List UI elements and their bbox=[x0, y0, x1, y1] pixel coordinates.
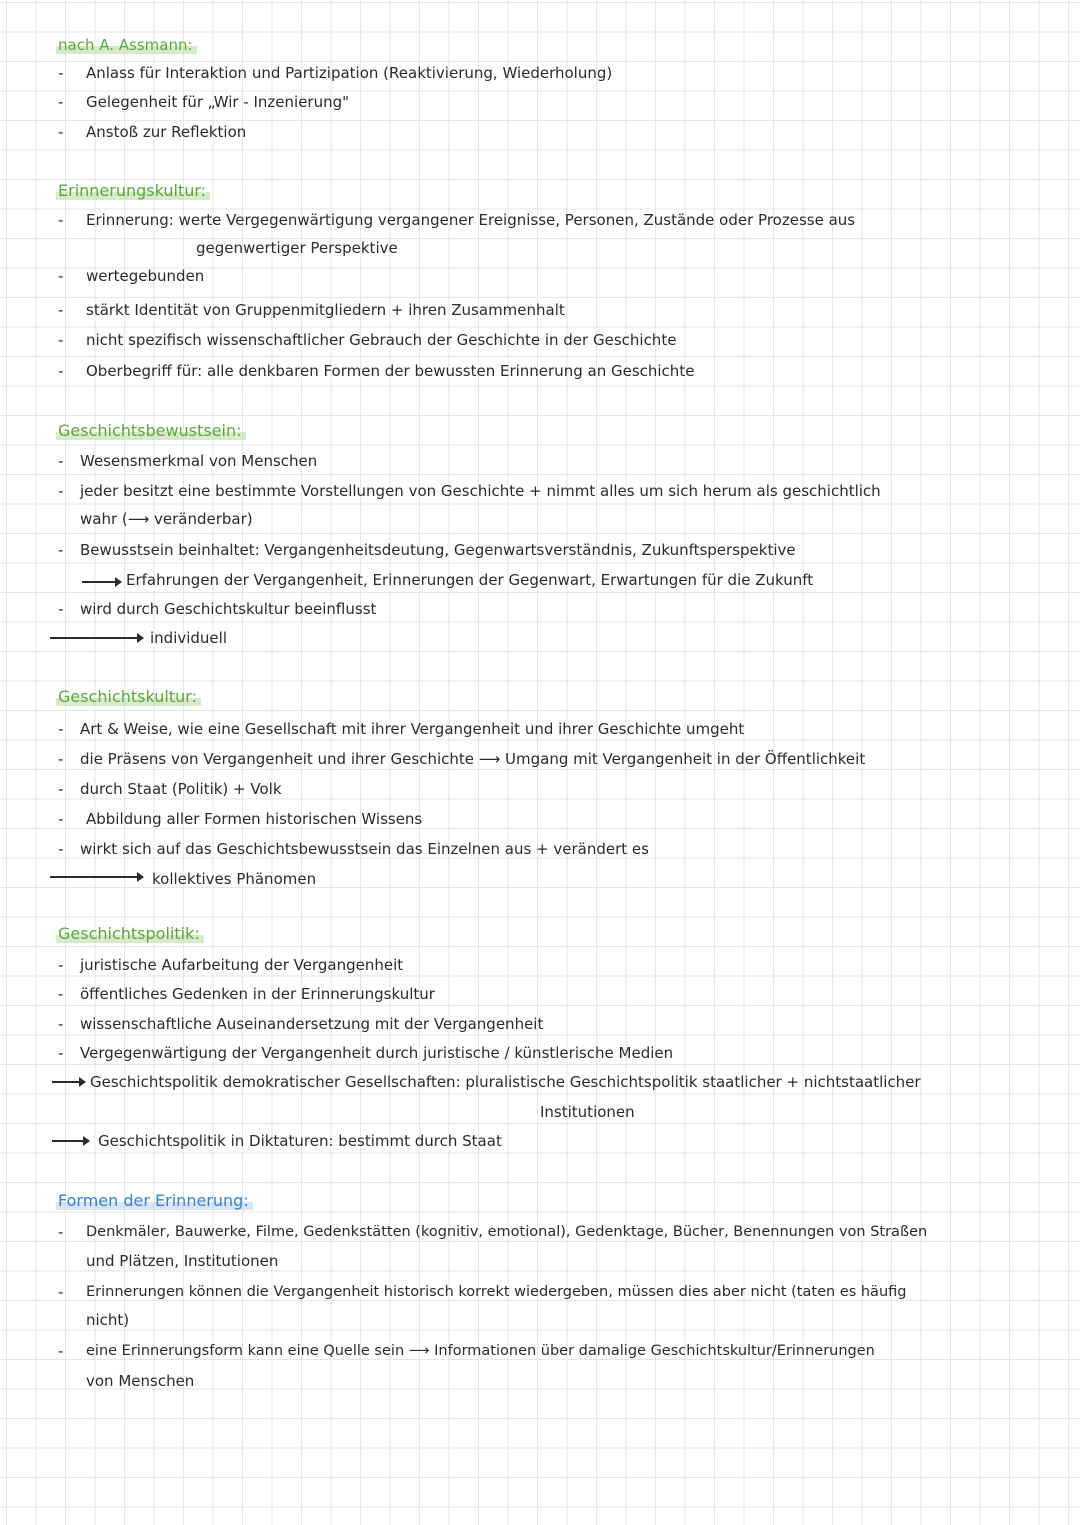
bullet-dash: - bbox=[58, 541, 64, 559]
arrow-icon bbox=[52, 1081, 84, 1083]
bullet-dash: - bbox=[58, 956, 64, 974]
bullet-dash: - bbox=[58, 64, 64, 82]
assmann-item-1: Anlass für Interaktion und Partizipation (Reaktivierung, Wiederholung) bbox=[86, 64, 613, 82]
erinnerungskultur-item-3: stärkt Identität von Gruppenmitgliedern + ihren Zusammenhalt bbox=[86, 301, 565, 319]
bullet-dash: - bbox=[58, 810, 64, 828]
geschichtskultur-item-5: wirkt sich auf das Geschichtsbewusstsein das Einzelnen aus + verändert es bbox=[80, 840, 649, 858]
assmann-item-3: Anstoß zur Reflektion bbox=[86, 123, 247, 141]
formen-item-1-cont: und Plätzen, Institutionen bbox=[86, 1252, 279, 1270]
heading-geschichtskultur: Geschichtskultur: bbox=[56, 686, 201, 708]
geschichtskultur-conclusion: kollektives Phänomen bbox=[152, 870, 317, 888]
formen-item-3: eine Erinnerungsform kann eine Quelle sein ⟶ Informationen über damalige Geschichtskultur/Erinnerungen bbox=[86, 1343, 875, 1359]
assmann-item-2: Gelegenheit für „Wir - Inzenierung" bbox=[86, 93, 350, 111]
bullet-dash: - bbox=[58, 362, 64, 380]
bullet-dash: - bbox=[58, 600, 64, 618]
bullet-dash: - bbox=[58, 1044, 64, 1062]
geschichtspolitik-arrow-1-cont: Institutionen bbox=[540, 1103, 635, 1121]
geschichtspolitik-item-3: wissenschaftliche Auseinandersetzung mit der Vergangenheit bbox=[80, 1015, 544, 1033]
arrow-icon bbox=[50, 637, 142, 639]
formen-item-3-cont: von Menschen bbox=[86, 1372, 195, 1390]
erinnerungskultur-item-5: Oberbegriff für: alle denkbaren Formen der bewussten Erinnerung an Geschichte bbox=[86, 362, 695, 380]
bullet-dash: - bbox=[58, 1223, 64, 1241]
bullet-dash: - bbox=[58, 985, 64, 1003]
geschichtsbewusstsein-item-3-arrow: Erfahrungen der Vergangenheit, Erinnerungen der Gegenwart, Erwartungen für die Zukunft bbox=[126, 571, 814, 589]
bullet-dash: - bbox=[58, 211, 64, 229]
heading-geschichtsbewusstsein: Geschichtsbewustsein: bbox=[56, 420, 246, 442]
bullet-dash: - bbox=[58, 123, 64, 141]
geschichtsbewusstsein-item-1: Wesensmerkmal von Menschen bbox=[80, 452, 318, 470]
bullet-dash: - bbox=[58, 1015, 64, 1033]
erinnerungskultur-item-1-cont: gegenwertiger Perspektive bbox=[196, 239, 398, 257]
bullet-dash: - bbox=[58, 301, 64, 319]
bullet-dash: - bbox=[58, 267, 64, 285]
geschichtspolitik-item-1: juristische Aufarbeitung der Vergangenheit bbox=[80, 956, 404, 974]
bullet-dash: - bbox=[58, 452, 64, 470]
geschichtskultur-item-2: die Präsens von Vergangenheit und ihrer Geschichte ⟶ Umgang mit Vergangenheit in der Öffentlichkeit bbox=[80, 750, 866, 768]
bullet-dash: - bbox=[58, 1283, 64, 1301]
bullet-dash: - bbox=[58, 482, 64, 500]
geschichtsbewusstsein-item-2-cont: wahr (⟶ veränderbar) bbox=[80, 510, 253, 528]
heading-assmann: nach A. Assmann: bbox=[56, 34, 197, 56]
geschichtskultur-item-3: durch Staat (Politik) + Volk bbox=[80, 780, 282, 798]
heading-formen-der-erinnerung: Formen der Erinnerung: bbox=[56, 1190, 253, 1212]
formen-item-2-cont: nicht) bbox=[86, 1311, 130, 1329]
geschichtsbewusstsein-conclusion: individuell bbox=[150, 629, 227, 647]
bullet-dash: - bbox=[58, 720, 64, 738]
heading-geschichtspolitik: Geschichtspolitik: bbox=[56, 923, 204, 945]
geschichtspolitik-arrow-2: Geschichtspolitik in Diktaturen: bestimmt durch Staat bbox=[98, 1132, 502, 1150]
formen-item-2: Erinnerungen können die Vergangenheit historisch korrekt wiedergeben, müssen dies aber nicht (taten es häufig bbox=[86, 1284, 907, 1300]
arrow-icon bbox=[82, 581, 120, 583]
geschichtspolitik-item-4: Vergegenwärtigung der Vergangenheit durch juristische / künstlerische Medien bbox=[80, 1044, 674, 1062]
bullet-dash: - bbox=[58, 750, 64, 768]
geschichtsbewusstsein-item-2: jeder besitzt eine bestimmte Vorstellungen von Geschichte + nimmt alles um sich herum als geschichtlich bbox=[80, 482, 881, 500]
bullet-dash: - bbox=[58, 1342, 64, 1360]
geschichtskultur-item-4: Abbildung aller Formen historischen Wissens bbox=[86, 810, 423, 828]
bullet-dash: - bbox=[58, 780, 64, 798]
formen-item-1: Denkmäler, Bauwerke, Filme, Gedenkstätten (kognitiv, emotional), Gedenktage, Bücher, Benennungen von Straßen bbox=[86, 1224, 928, 1240]
geschichtsbewusstsein-item-4: wird durch Geschichtskultur beeinflusst bbox=[80, 600, 377, 618]
erinnerungskultur-item-2: wertegebunden bbox=[86, 267, 205, 285]
erinnerungskultur-item-4: nicht spezifisch wissenschaftlicher Gebrauch der Geschichte in der Geschichte bbox=[86, 331, 677, 349]
bullet-dash: - bbox=[58, 93, 64, 111]
geschichtsbewusstsein-item-3: Bewusstsein beinhaltet: Vergangenheitsdeutung, Gegenwartsverständnis, Zukunftsperspektive bbox=[80, 541, 796, 559]
geschichtspolitik-arrow-1: Geschichtspolitik demokratischer Gesellschaften: pluralistische Geschichtspolitik staatlicher + nichtstaatlicher bbox=[90, 1073, 921, 1091]
bullet-dash: - bbox=[58, 840, 64, 858]
geschichtspolitik-item-2: öffentliches Gedenken in der Erinnerungskultur bbox=[80, 985, 435, 1003]
geschichtskultur-item-1: Art & Weise, wie eine Gesellschaft mit ihrer Vergangenheit und ihrer Geschichte umgeht bbox=[80, 720, 745, 738]
bullet-dash: - bbox=[58, 331, 64, 349]
arrow-icon bbox=[52, 1140, 88, 1142]
heading-erinnerungskultur: Erinnerungskultur: bbox=[56, 180, 210, 202]
erinnerungskultur-item-1: Erinnerung: werte Vergegenwärtigung vergangener Ereignisse, Personen, Zustände oder Prozesse aus bbox=[86, 211, 856, 229]
arrow-icon bbox=[50, 876, 142, 878]
